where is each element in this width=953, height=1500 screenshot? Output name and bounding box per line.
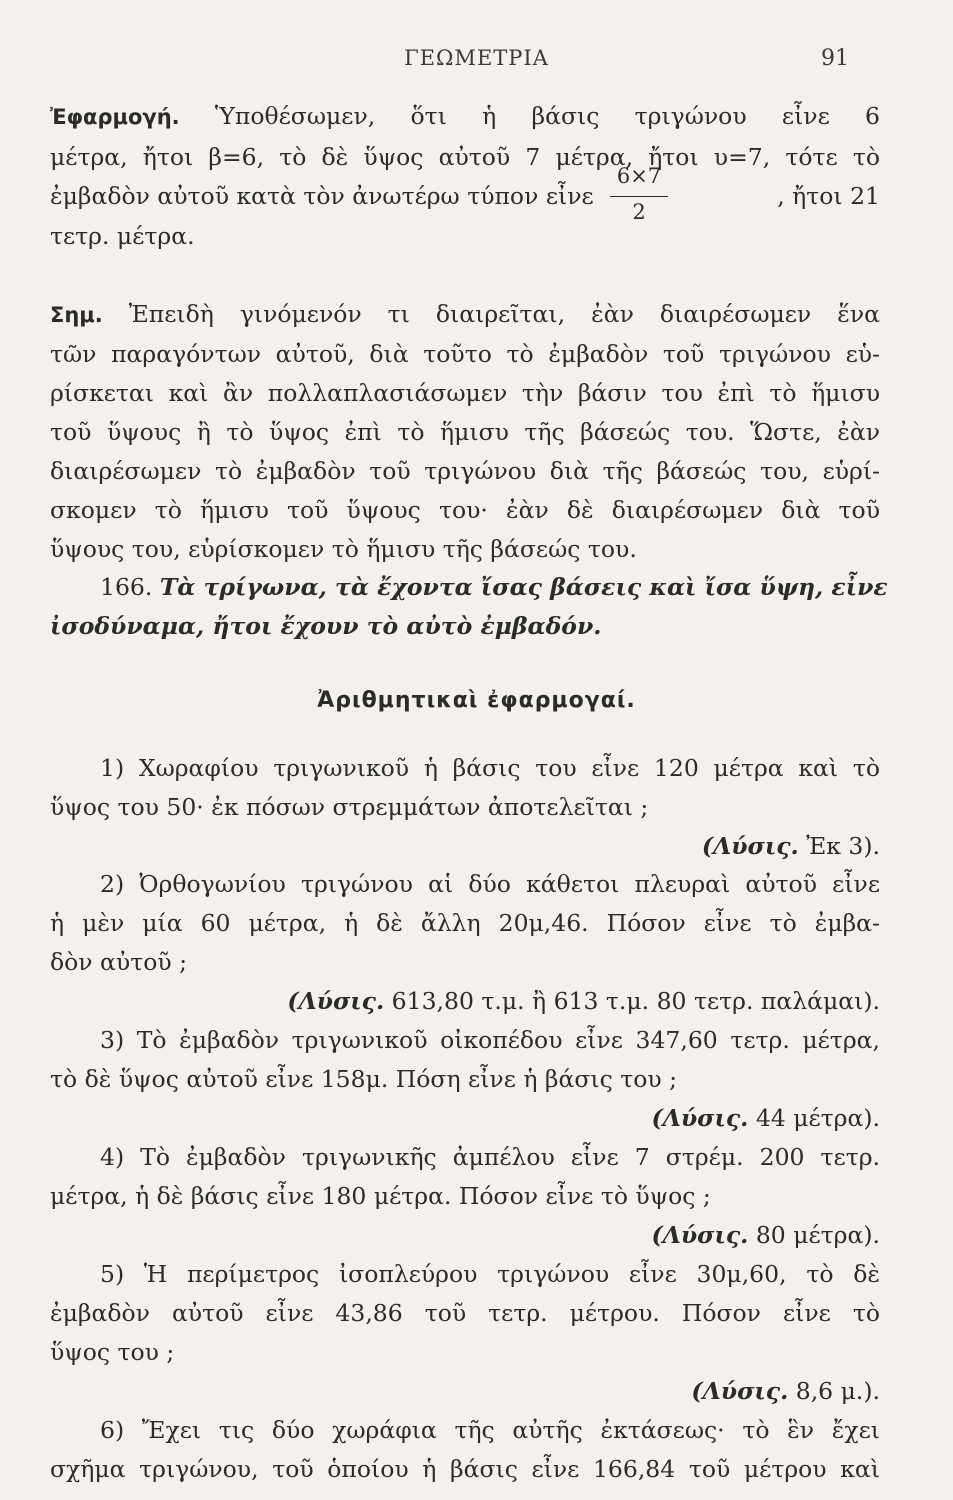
exercise-2-solution: (Λύσις. 613,80 τ.μ. ἢ 613 τ.μ. 80 τετρ. παλάμαι). [287, 987, 880, 1015]
exercise-1-solution: (Λύσις. Ἐκ 3). [701, 832, 880, 860]
exercise-4-line-2: μέτρα, ἡ δὲ βάσις εἶνε 180 μέτρα. Πόσον εἶνε τὸ ὕψος ; [50, 1182, 711, 1210]
application-line-4: τετρ. μέτρα. [50, 222, 195, 250]
exercise-5-solution: (Λύσις. 8,6 μ.). [691, 1377, 880, 1405]
exercise-1-line-2: ὕψος του 50· ἐκ πόσων στρεμμάτων ἀποτελεῖται ; [50, 793, 649, 821]
exercise-3-solution: (Λύσις. 44 μέτρα). [651, 1104, 880, 1132]
note-line-5: διαιρέσωμεν τὸ ἐμβαδὸν τοῦ τριγώνου διὰ τῆς βάσεώς του, εὑρί- [50, 457, 880, 485]
exercise-4-line-1: 4) Τὸ ἐμβαδὸν τριγωνικῆς ἀμπέλου εἶνε 7 στρέμ. 200 τετρ. [100, 1143, 880, 1171]
note-line-2: τῶν παραγόντων αὐτοῦ, διὰ τοῦτο τὸ ἐμβαδὸν τοῦ τριγώνου εὑ- [50, 340, 880, 368]
note-line-4: τοῦ ὕψους ἢ τὸ ὕψος ἐπὶ τὸ ἥμισυ τῆς βάσεώς του. Ὥστε, ἐὰν [50, 418, 880, 446]
exercise-2-line-2: ἡ μὲν μία 60 μέτρα, ἡ δὲ ἄλλη 20μ,46. Πόσον εἶνε τὸ ἐμβα- [50, 909, 880, 937]
note-line-1: Σημ. Ἐπειδὴ γινόμενόν τι διαιρεῖται, ἐὰν διαιρέσωμεν ἕνα [50, 300, 880, 328]
application-line-3: ἐμβαδὸν αὐτοῦ κατὰ τὸν ἀνωτέρω τύπον εἶνε [50, 182, 594, 210]
theorem-number: 166. [100, 573, 153, 601]
exercise-2-line-1: 2) Ὀρθογωνίου τριγώνου αἱ δύο κάθετοι πλευραὶ αὐτοῦ εἶνε [100, 870, 880, 898]
running-head-title: ΓΕΩΜΕΤΡΙΑ [404, 46, 549, 70]
application-line-2: μέτρα, ἤτοι β=6, τὸ δὲ ὕψος αὐτοῦ 7 μέτρα, ἤτοι υ=7, τότε τὸ [50, 143, 880, 171]
page-number: 91 [821, 46, 849, 71]
theorem-line-2: ἰσοδύναμα, ἤτοι ἔχουν τὸ αὐτὸ ἐμβαδόν. [50, 612, 602, 640]
exercise-6-line-2: σχῆμα τριγώνου, τοῦ ὁποίου ἡ βάσις εἶνε 166,84 τοῦ μέτρου καὶ [50, 1455, 880, 1483]
running-head [0, 46, 953, 86]
exercises-heading: Ἀριθμητικαὶ ἐφαρμογαί. [317, 688, 636, 713]
exercise-5-line-3: ὕψος του ; [50, 1338, 175, 1366]
fraction-denominator: 2 [632, 200, 646, 224]
exercise-1-line-1: 1) Χωραφίου τριγωνικοῦ ἡ βάσις του εἶνε 120 μέτρα καὶ τὸ [100, 754, 880, 782]
exercise-3-line-1: 3) Τὸ ἐμβαδὸν τριγωνικοῦ οἰκοπέδου εἶνε 347,60 τετρ. μέτρα, [100, 1026, 880, 1054]
exercise-2-line-3: δὸν αὐτοῦ ; [50, 948, 188, 976]
theorem-line-1: 166. Τὰ τρίγωνα, τὰ ἔχοντα ἴσας βάσεις καὶ ἴσα ὕψη, εἶνε [100, 573, 888, 601]
exercise-3-line-2: τὸ δὲ ὕψος αὐτοῦ εἶνε 158μ. Πόση εἶνε ἡ βάσις του ; [50, 1065, 678, 1093]
exercise-6-line-1: 6) Ἔχει τις δύο χωράφια τῆς αὐτῆς ἐκτάσεως· τὸ ἓν ἔχει [100, 1416, 880, 1444]
note-line-7: ὕψους του, εὑρίσκομεν τὸ ἥμισυ τῆς βάσεώς του. [50, 535, 637, 563]
note-line-6: σκομεν τὸ ἥμισυ τοῦ ὕψους του· ἐὰν δὲ διαιρέσωμεν διὰ τοῦ [50, 496, 880, 524]
exercise-4-solution: (Λύσις. 80 μέτρα). [651, 1221, 880, 1249]
exercise-5-line-2: ἐμβαδὸν αὐτοῦ εἶνε 43,86 τοῦ τετρ. μέτρου. Πόσον εἶνε τὸ [50, 1299, 880, 1327]
note-line-3: ρίσκεται καὶ ἂν πολλαπλασιάσωμεν τὴν βάσιν του ἐπὶ τὸ ἥμισυ [50, 379, 880, 407]
fraction-numerator: 6×7 [616, 164, 662, 188]
application-line-3-end: , ἤτοι 21 [777, 182, 880, 210]
exercise-5-line-1: 5) Ἡ περίμετρος ἰσοπλεύρου τριγώνου εἶνε 30μ,60, τὸ δὲ [100, 1260, 880, 1288]
application-line-1: Ἐφαρμογή. Ὑποθέσωμεν, ὅτι ἡ βάσις τριγώνου εἶνε 6 [50, 102, 880, 130]
note-label: Σημ. [50, 303, 103, 327]
fraction-bar [610, 196, 668, 197]
application-label: Ἐφαρμογή. [50, 105, 180, 129]
